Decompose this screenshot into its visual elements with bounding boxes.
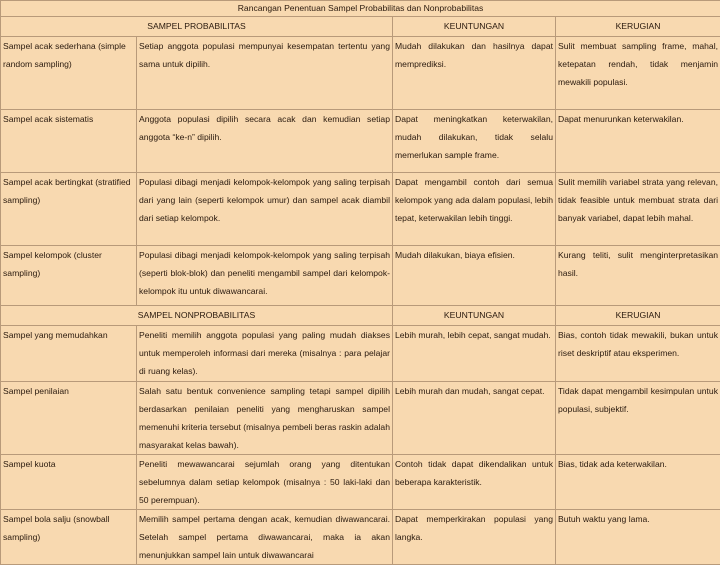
table-row	[1, 37, 720, 110]
table-row	[1, 173, 720, 246]
method-cell: Sampel bola salju (snowball sampling)	[1, 510, 137, 565]
description-cell: Setiap anggota populasi mempunyai kesempatan tertentu yang sama untuk dipilih.	[137, 37, 393, 110]
description-cell: Peneliti memilih anggota populasi yang paling mudah diakses untuk memperoleh informasi dari mereka (misalnya : para pelajar di ruang kelas).	[137, 326, 393, 382]
disadvantage-cell: Butuh waktu yang lama.	[556, 510, 720, 565]
advantage-cell: Mudah dilakukan dan hasilnya dapat memprediksi.	[393, 37, 556, 110]
method-cell: Sampel kuota	[1, 455, 137, 510]
probability-header-row	[1, 17, 720, 37]
table-title: Rancangan Penentuan Sampel Probabilitas dan Nonprobabilitas	[1, 1, 720, 17]
advantage-cell: Lebih murah, lebih cepat, sangat mudah.	[393, 326, 556, 382]
advantage-cell: Mudah dilakukan, biaya efisien.	[393, 246, 556, 306]
header-advantage: KEUNTUNGAN	[393, 17, 556, 37]
disadvantage-cell: Sulit memilih variabel strata yang relevan, tidak feasible untuk membuat strata dari banyak variabel, dapat lebih mahal.	[556, 173, 720, 246]
method-cell: Sampel kelompok (cluster sampling)	[1, 246, 137, 306]
advantage-cell: Dapat meningkatkan keterwakilan, mudah dilakukan, tidak selalu memerlukan sample frame.	[393, 110, 556, 173]
description-cell: Populasi dibagi menjadi kelompok-kelompok yang saling terpisah (seperti blok-blok) dan peneliti mengambil sampel dari kelompok-kelompok itu untuk diwawancarai.	[137, 246, 393, 306]
table-row	[1, 455, 720, 510]
advantage-cell: Contoh tidak dapat dikendalikan untuk beberapa karakteristik.	[393, 455, 556, 510]
nonprobability-header-row	[1, 306, 720, 326]
header-advantage: KEUNTUNGAN	[393, 306, 556, 326]
header-probability: SAMPEL PROBABILITAS	[1, 17, 393, 37]
description-cell: Peneliti mewawancarai sejumlah orang yang ditentukan sebelumnya dalam setiap kelompok (misalnya : 50 laki-laki dan 50 perempuan).	[137, 455, 393, 510]
method-cell: Sampel acak sistematis	[1, 110, 137, 173]
method-cell: Sampel acak sederhana (simple random sampling)	[1, 37, 137, 110]
table-row	[1, 246, 720, 306]
disadvantage-cell: Dapat menurunkan keterwakilan.	[556, 110, 720, 173]
description-cell: Populasi dibagi menjadi kelompok-kelompok yang saling terpisah dari yang lain (seperti kelompok umur) dan sampel acak diambil dari setiap kelompok.	[137, 173, 393, 246]
disadvantage-cell: Bias, contoh tidak mewakili, bukan untuk riset deskriptif atau eksperimen.	[556, 326, 720, 382]
table-row	[1, 382, 720, 455]
disadvantage-cell: Tidak dapat mengambil kesimpulan untuk populasi, subjektif.	[556, 382, 720, 455]
table-row	[1, 510, 720, 565]
header-disadvantage: KERUGIAN	[556, 306, 720, 326]
title-row	[1, 1, 720, 17]
disadvantage-cell: Kurang teliti, sulit menginterpretasikan hasil.	[556, 246, 720, 306]
description-cell: Memilih sampel pertama dengan acak, kemudian diwawancarai. Setelah sampel pertama diwawancarai, maka ia akan menunjukkan sampel lain untuk diwawancarai	[137, 510, 393, 565]
advantage-cell: Lebih murah dan mudah, sangat cepat.	[393, 382, 556, 455]
method-cell: Sampel yang memudahkan	[1, 326, 137, 382]
header-nonprobability: SAMPEL NONPROBABILITAS	[1, 306, 393, 326]
header-disadvantage: KERUGIAN	[556, 17, 720, 37]
description-cell: Anggota populasi dipilih secara acak dan kemudian setiap anggota “ke-n” dipilih.	[137, 110, 393, 173]
advantage-cell: Dapat mengambil contoh dari semua kelompok yang ada dalam populasi, lebih tepat, keterwakilan lebih tinggi.	[393, 173, 556, 246]
method-cell: Sampel penilaian	[1, 382, 137, 455]
disadvantage-cell: Bias, tidak ada keterwakilan.	[556, 455, 720, 510]
method-cell: Sampel acak bertingkat (stratified sampling)	[1, 173, 137, 246]
advantage-cell: Dapat memperkirakan populasi yang langka.	[393, 510, 556, 565]
table-row	[1, 110, 720, 173]
table-row	[1, 326, 720, 382]
disadvantage-cell: Sulit membuat sampling frame, mahal, ketepatan rendah, tidak menjamin mewakili populasi.	[556, 37, 720, 110]
description-cell: Salah satu bentuk convenience sampling tetapi sampel dipilih berdasarkan penilaian peneliti yang mengharuskan sampel memenuhi kriteria tersebut (misalnya pembeli beras raskin adalah masyarakat kelas bawah).	[137, 382, 393, 455]
